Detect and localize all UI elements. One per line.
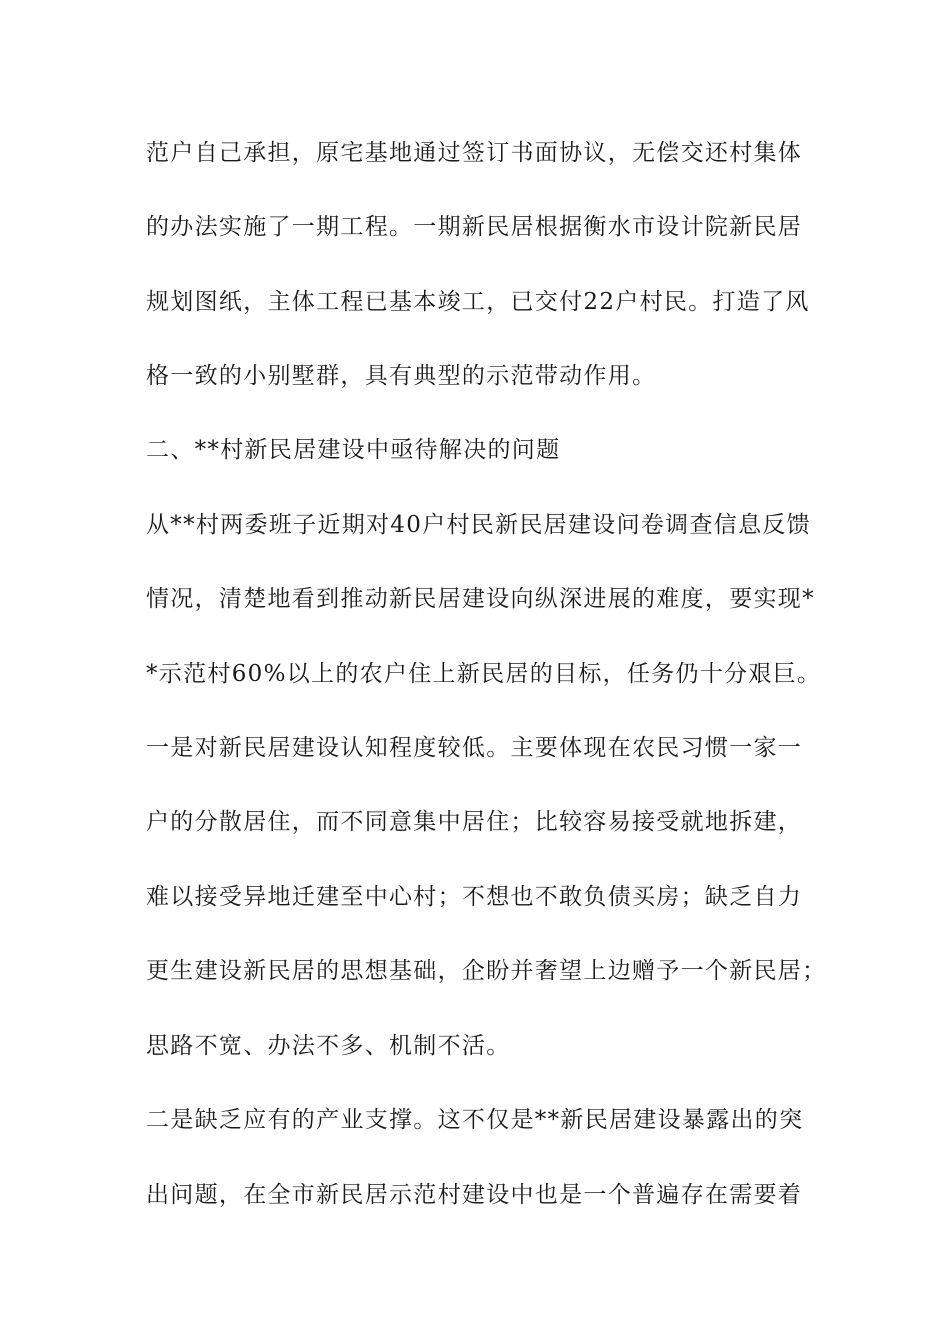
text-line-6: 从**村两委班子近期对40户村民新民居建设问卷调查信息反馈 xyxy=(146,512,811,538)
text-line-4: 格一致的小别墅群，具有典型的示范带动作用。 xyxy=(146,363,657,389)
text-line-3: 规划图纸，主体工程已基本竣工，已交付22户村民。打造了风 xyxy=(146,289,810,315)
text-line-10: 户的分散居住，而不同意集中居住；比较容易接受就地拆建， xyxy=(146,809,803,835)
text-line-12: 更生建设新民居的思想基础，企盼并奢望上边赠予一个新民居； xyxy=(146,958,827,984)
text-line-15: 出问题，在全市新民居示范村建设中也是一个普遍存在需要着 xyxy=(146,1182,803,1208)
text-line-8: *示范村60%以上的农户住上新民居的目标，任务仍十分艰巨。 xyxy=(146,661,822,687)
text-line-14: 二是缺乏应有的产业支撑。这不仅是**新民居建设暴露出的突 xyxy=(146,1107,804,1133)
section-heading: 二、**村新民居建设中亟待解决的问题 xyxy=(146,437,561,463)
text-line-9: 一是对新民居建设认知程度较低。主要体现在农民习惯一家一 xyxy=(146,735,803,761)
text-line-1: 范户自己承担，原宅基地通过签订书面协议，无偿交还村集体 xyxy=(146,140,803,166)
text-line-11: 难以接受异地迁建至中心村；不想也不敢负债买房；缺乏自力 xyxy=(146,884,803,910)
text-line-7: 情况，清楚地看到推动新民居建设向纵深进展的难度，要实现* xyxy=(146,586,815,612)
text-line-13: 思路不宽、办法不多、机制不活。 xyxy=(146,1033,511,1059)
text-line-2: 的办法实施了一期工程。一期新民居根据衡水市设计院新民居 xyxy=(146,214,803,240)
